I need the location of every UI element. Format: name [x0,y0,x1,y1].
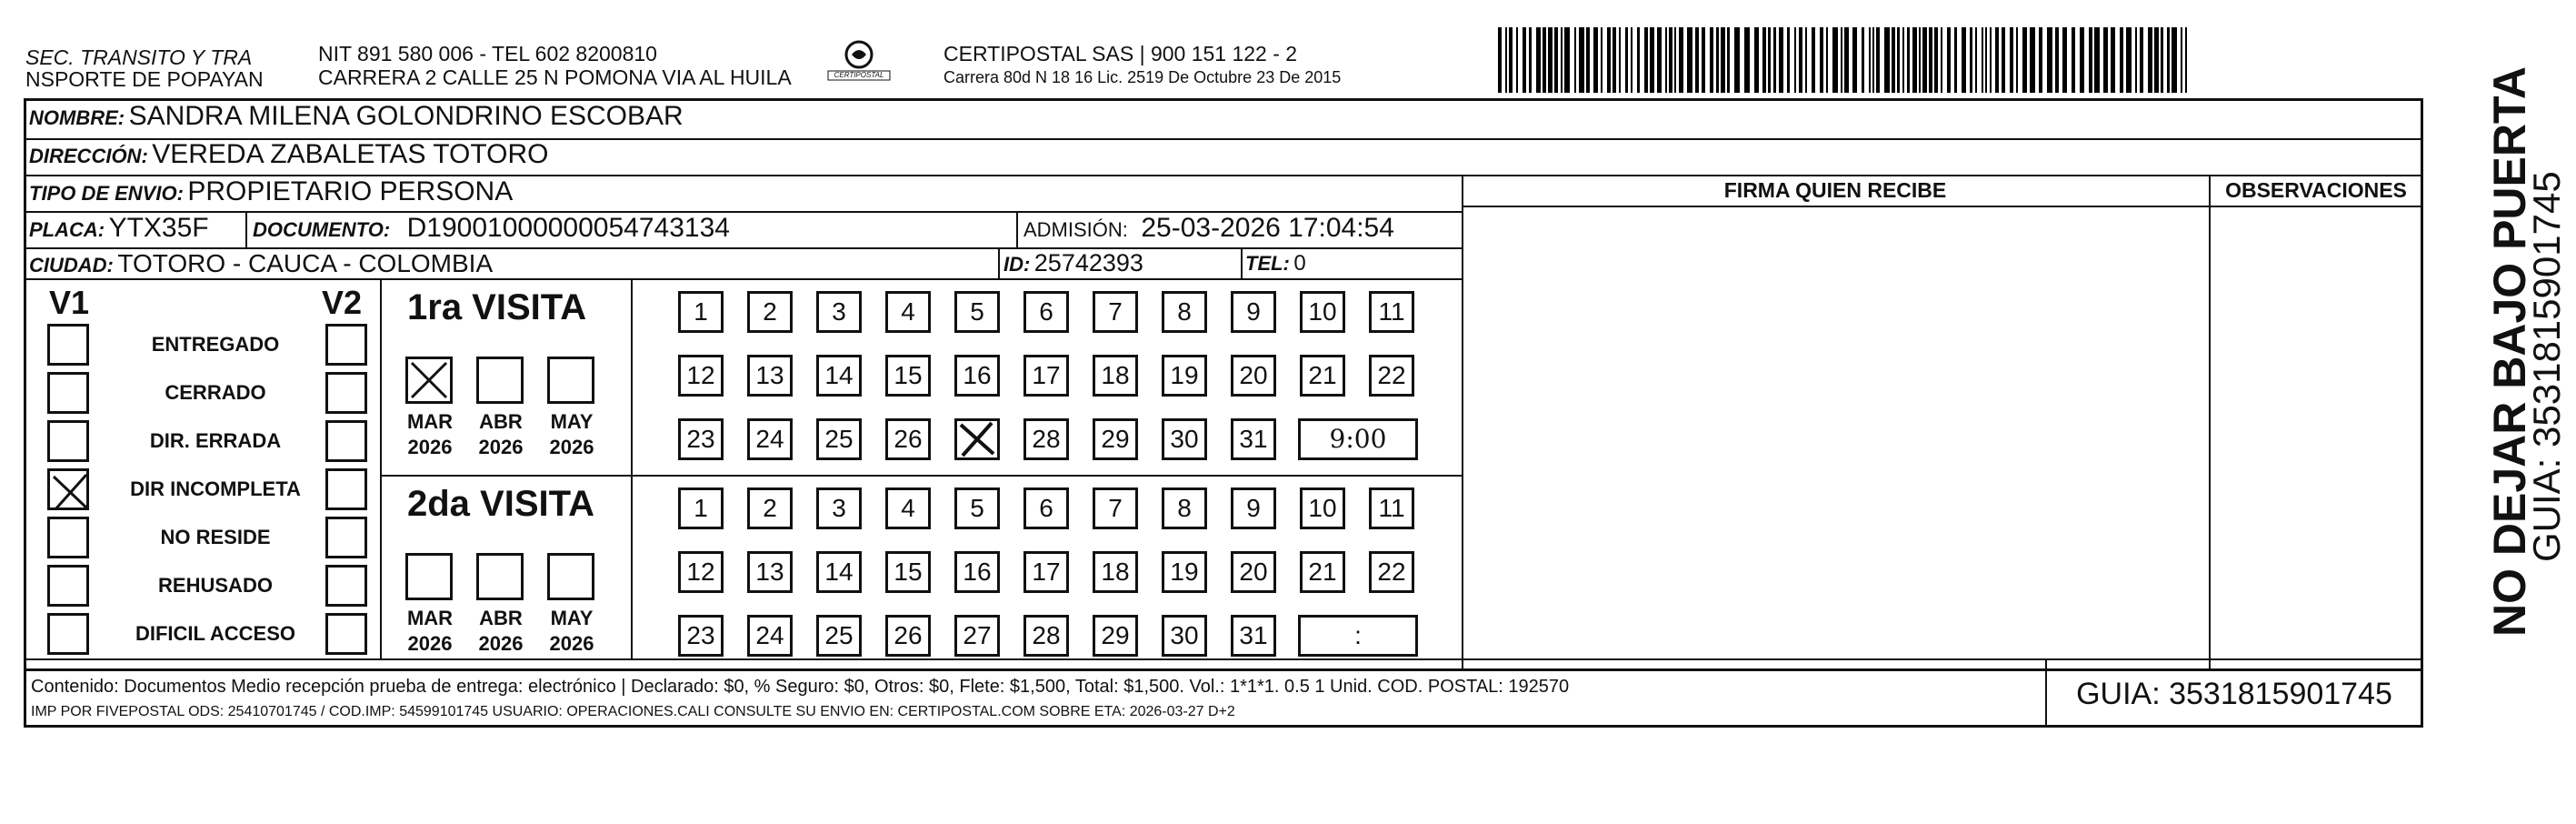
day-box[interactable]: 11 [1369,487,1414,529]
barcode-bar [1841,27,1842,93]
barcode-bar [1561,27,1563,93]
day-box[interactable]: 9 [1231,291,1276,333]
barcode-bar [1644,27,1648,93]
day-box[interactable]: 1 [678,487,724,529]
barcode-bar [2002,27,2005,93]
nombre-value: SANDRA MILENA GOLONDRINO ESCOBAR [128,101,684,131]
documento-value: D19001000000054743134 [406,213,730,243]
barcode-bar [1820,27,1823,93]
day-box[interactable]: 21 [1300,551,1345,593]
barcode-bar [1922,27,1927,93]
status-label: REHUSADO [158,574,273,597]
month-name: MAR [406,410,454,433]
month-label [469,606,533,657]
barcode-bar [1794,27,1796,93]
day-box[interactable]: 12 [678,355,724,397]
day-box[interactable]: 25 [816,418,862,460]
barcode-bar [1529,27,1532,93]
barcode-bar [1912,27,1917,93]
barcode-bar [1679,27,1683,93]
ciudad-value: TOTORO - CAUCA - COLOMBIA [117,249,494,277]
barcode-bar [1612,27,1616,93]
barcode-bar [1727,27,1730,93]
direccion-row [29,139,548,170]
v2-checkbox[interactable] [325,517,367,558]
admision-row [1023,213,1394,244]
barcode-bar [1947,27,1951,93]
barcode-bar [1779,27,1783,93]
barcode-bar [2161,27,2163,93]
day-box[interactable]: 13 [747,355,793,397]
tipo-envio-label: TIPO DE ENVIO: [29,182,184,205]
day-box[interactable]: 8 [1162,487,1207,529]
side-guia: GUIA: 3531815901745 [2525,171,2568,562]
courier-name: CERTIPOSTAL SAS | 900 151 122 - 2 [944,42,1298,65]
v1-checkbox[interactable] [47,420,89,462]
barcode-bar [1601,27,1603,93]
month-name: ABR [479,607,523,629]
day-box[interactable]: 19 [1162,551,1207,593]
status-label: NO RESIDE [160,526,271,548]
v2-checkbox[interactable] [325,565,367,607]
day-box[interactable]: 7 [1093,291,1138,333]
day-box[interactable]: 20 [1231,551,1276,593]
barcode-bar [2080,27,2084,93]
day-box[interactable]: 26 [885,615,931,657]
v2-checkbox[interactable] [325,372,367,414]
barcode-bar [2094,27,2100,93]
day-box[interactable]: 16 [954,551,1000,593]
month-year: 2026 [549,632,594,655]
barcode-bar [1995,27,1999,93]
day-box[interactable]: 28 [1023,615,1069,657]
tel-row [1245,251,1306,276]
day-box[interactable]: 22 [1369,355,1414,397]
barcode-bar [1762,27,1766,93]
day-box[interactable]: 10 [1300,291,1345,333]
barcode-bar [1852,27,1857,93]
barcode-bar [2120,27,2123,93]
barcode-bar [1907,27,1910,93]
direccion-value: VEREDA ZABALETAS TOTORO [152,139,549,169]
month-checkbox[interactable] [547,553,594,600]
v1-checkbox[interactable] [47,324,89,366]
barcode-bar [1586,27,1590,93]
time-box[interactable]: 9:00 [1298,418,1418,460]
barcode-bar [1607,27,1611,93]
admision-value: 25-03-2026 17:04:54 [1141,213,1394,243]
day-box[interactable]: 31 [1231,615,1276,657]
barcode-bar [2062,27,2067,93]
v1-checkbox[interactable] [47,613,89,655]
month-year: 2026 [478,632,524,655]
documento-label: DOCUMENTO: [253,218,391,241]
courier-address: Carrera 80d N 18 16 Lic. 2519 De Octubre 23 De 2015 [944,68,1342,86]
observaciones-label: OBSERVACIONES [2225,178,2407,202]
day-box[interactable]: 22 [1369,551,1414,593]
placa-label: PLACA: [29,218,105,241]
barcode-bar [1579,27,1584,93]
barcode-bar [1695,27,1699,93]
tel-value: 0 [1293,251,1306,276]
sender-org-line1: SEC. TRANSITO Y TRA [25,45,253,69]
month-year: 2026 [549,436,594,458]
day-box[interactable]: 9 [1231,487,1276,529]
barcode-bar [1554,27,1558,93]
barcode-bar [1768,27,1771,93]
day-box[interactable]: 24 [747,418,793,460]
day-box[interactable]: 6 [1023,291,1069,333]
day-box[interactable]: 5 [954,291,1000,333]
sender-address: CARRERA 2 CALLE 25 N POMONA VIA AL HUILA [318,65,792,89]
day-box[interactable]: 19 [1162,355,1207,397]
barcode-bar [2055,27,2059,93]
month-name: ABR [479,410,523,433]
v1-label: V1 [49,284,90,321]
barcode-bar [1665,27,1667,93]
v2-checkbox[interactable] [325,324,367,366]
day-box[interactable]: 13 [747,551,793,593]
barcode-bar [1812,27,1815,93]
day-box[interactable]: 17 [1023,355,1069,397]
day-box[interactable]: 20 [1231,355,1276,397]
barcode-bar [1805,27,1807,93]
time-box[interactable]: : [1298,615,1418,657]
day-box[interactable]: 1 [678,291,724,333]
barcode-bar [1934,27,1938,93]
month-checkbox[interactable] [547,357,594,404]
id-value: 25742393 [1033,249,1143,276]
tel-label: TEL: [1245,252,1290,275]
day-box[interactable] [954,418,1000,460]
barcode-bar [1505,27,1507,93]
month-year: 2026 [407,436,453,458]
sender-nit: NIT 891 580 006 - TEL 602 8200810 [318,42,657,65]
month-year: 2026 [478,436,524,458]
day-box[interactable]: 8 [1162,291,1207,333]
barcode-bar [2126,27,2132,93]
barcode-bar [1734,27,1740,93]
day-box[interactable]: 24 [747,615,793,657]
barcode-bar [2072,27,2075,93]
tipo-envio-value: PROPIETARIO PERSONA [187,176,514,206]
day-box[interactable]: 17 [1023,551,1069,593]
barcode-bar [2039,27,2042,93]
barcode-bar [1962,27,1966,93]
month-label [398,606,462,657]
barcode-bar [1832,27,1838,93]
sender-org-line2: NSPORTE DE POPAYAN [25,67,264,91]
barcode-bar [2089,27,2092,93]
barcode-bar [2172,27,2177,93]
no-dejar-warning: NO DEJAR BAJO PUERTA [2484,66,2535,637]
barcode-bar [2010,27,2013,93]
barcode-bar [1844,27,1849,93]
barcode-bar [1954,27,1957,93]
barcode-bar [1876,27,1880,93]
barcode-bar [1869,27,1871,93]
id-label: ID: [1003,253,1031,276]
barcode-bar [2148,27,2152,93]
v2-checkbox[interactable] [325,468,367,510]
direccion-label: DIRECCIÓN: [29,145,148,167]
nombre-label: NOMBRE: [29,106,125,129]
barcode-bar [1674,27,1676,93]
barcode-bar [1574,27,1576,93]
day-box[interactable]: 2 [747,487,793,529]
barcode-bar [1516,27,1518,93]
month-checkbox[interactable] [405,553,453,600]
month-name: MAY [550,410,594,433]
placa-row [29,213,209,244]
barcode-bar [1862,27,1864,93]
barcode-bar [1754,27,1759,93]
day-box[interactable]: 3 [816,291,862,333]
v2-checkbox[interactable] [325,613,367,655]
day-box[interactable]: 30 [1162,615,1207,657]
status-label: CERRADO [165,381,266,404]
barcode-bar [2030,27,2035,93]
barcode-bar [1799,27,1802,93]
day-box[interactable]: 2 [747,291,793,333]
v1-checkbox[interactable] [47,565,89,607]
barcode-bar [2047,27,2052,93]
month-name: MAR [406,607,454,629]
v2-label: V2 [322,284,363,321]
barcode-bar [1650,27,1654,93]
day-box[interactable]: 11 [1369,291,1414,333]
day-box[interactable]: 4 [885,487,931,529]
barcode-bar [1982,27,1983,93]
id-row [1003,249,1143,277]
day-box[interactable]: 5 [954,487,1000,529]
barcode [1498,27,2191,93]
day-box[interactable]: 4 [885,291,931,333]
footer-guia-box: GUIA: 3531815901745 [2076,677,2392,711]
barcode-bar [1619,27,1621,93]
barcode-bar [1716,27,1719,93]
barcode-bar [2181,27,2182,93]
day-box[interactable]: 31 [1231,418,1276,460]
barcode-bar [1536,27,1541,93]
day-box[interactable]: 14 [816,551,862,593]
month-label [540,409,604,460]
nombre-row [29,101,684,132]
admision-label: ADMISIÓN: [1023,218,1128,241]
barcode-bar [1631,27,1632,93]
v2-checkbox[interactable] [325,420,367,462]
barcode-bar [1625,27,1628,93]
v1-checkbox[interactable] [47,468,89,510]
barcode-bar [1897,27,1900,93]
month-label [398,409,462,460]
day-box[interactable]: 14 [816,355,862,397]
day-box[interactable]: 23 [678,615,724,657]
barcode-bar [1941,27,1942,93]
barcode-bar [1892,27,1895,93]
barcode-bar [1509,27,1513,93]
barcode-bar [2154,27,2159,93]
status-label: DIFICIL ACCESO [135,622,295,645]
day-box[interactable]: 3 [816,487,862,529]
firma-label: FIRMA QUIEN RECIBE [1723,178,1947,202]
footer-content: Contenido: Documentos Medio recepción prueba de entrega: electrónico | Declarado: $0, % Seguro: $0, Otros: $0, Flete: $1,500, Total: $1,500. Vol.: 1*1*1. 0.5 1 Unid. COD. POSTAL: 192570 [31,677,1570,697]
barcode-bar [1970,27,1972,93]
barcode-bar [1929,27,1932,93]
month-year: 2026 [407,632,453,655]
barcode-bar [1826,27,1828,93]
barcode-bar [2103,27,2108,93]
month-label [540,606,604,657]
barcode-bar [1872,27,1874,93]
barcode-bar [2167,27,2170,93]
barcode-bar [1687,27,1692,93]
barcode-bar [2111,27,2115,93]
barcode-bar [1975,27,1977,93]
day-box[interactable]: 16 [954,355,1000,397]
barcode-bar [1523,27,1526,93]
barcode-bar [1702,27,1705,93]
month-checkbox[interactable] [405,357,453,404]
barcode-bar [1710,27,1713,93]
day-box[interactable]: 10 [1300,487,1345,529]
day-box[interactable]: 7 [1093,487,1138,529]
day-box[interactable]: 18 [1093,551,1138,593]
barcode-bar [1787,27,1790,93]
placa-value: YTX35F [108,213,209,243]
visit-title: 2da VISITA [407,484,594,524]
month-name: MAY [550,607,594,629]
footer-system: IMP POR FIVEPOSTAL ODS: 25410701745 / COD.IMP: 54599101745 USUARIO: OPERACIONES.CALI CONSULTE SU ENVIO EN: CERTIPOSTAL.COM SOBRE ETA: 2026-03-27 D+2 [31,704,1235,719]
barcode-bar [1985,27,1987,93]
day-box[interactable]: 23 [678,418,724,460]
day-box[interactable]: 30 [1162,418,1207,460]
barcode-bar [1657,27,1662,93]
day-box[interactable]: 6 [1023,487,1069,529]
status-label: DIR. ERRADA [149,429,282,452]
day-box[interactable]: 25 [816,615,862,657]
barcode-bar [1990,27,1992,93]
barcode-bar [1593,27,1598,93]
day-box[interactable]: 12 [678,551,724,593]
day-box[interactable]: 28 [1023,418,1069,460]
day-box[interactable]: 15 [885,355,931,397]
status-label: ENTREGADO [151,333,280,356]
month-label [469,409,533,460]
day-box[interactable]: 29 [1093,418,1138,460]
barcode-bar [1637,27,1640,93]
barcode-bar [1721,27,1725,93]
day-box[interactable]: 18 [1093,355,1138,397]
barcode-bar [2185,27,2187,93]
barcode-bar [1548,27,1553,93]
month-checkbox[interactable] [476,553,524,600]
day-box[interactable]: 27 [954,615,1000,657]
barcode-bar [1564,27,1570,93]
visit-title: 1ra VISITA [407,287,587,327]
status-label: DIR INCOMPLETA [130,477,301,500]
ciudad-row [29,249,493,278]
barcode-bar [1744,27,1750,93]
logo-text: CERTIPOSTAL [834,71,884,79]
tipo-envio-row [29,176,513,207]
barcode-bar [1773,27,1776,93]
barcode-bar [1669,27,1672,93]
day-box[interactable]: 26 [885,418,931,460]
month-checkbox[interactable] [476,357,524,404]
v1-checkbox[interactable] [47,372,89,414]
barcode-bar [1543,27,1546,93]
documento-row [253,213,730,244]
barcode-bar [1884,27,1890,93]
barcode-bar [2135,27,2137,93]
barcode-bar [1498,27,1502,93]
barcode-bar [2022,27,2027,93]
barcode-bar [2016,27,2018,93]
ciudad-label: CIUDAD: [29,254,114,276]
v1-checkbox[interactable] [47,517,89,558]
day-box[interactable]: 29 [1093,615,1138,657]
barcode-bar [1902,27,1904,93]
day-box[interactable]: 21 [1300,355,1345,397]
barcode-bar [1919,27,1921,93]
day-box[interactable]: 15 [885,551,931,593]
barcode-bar [2140,27,2143,93]
